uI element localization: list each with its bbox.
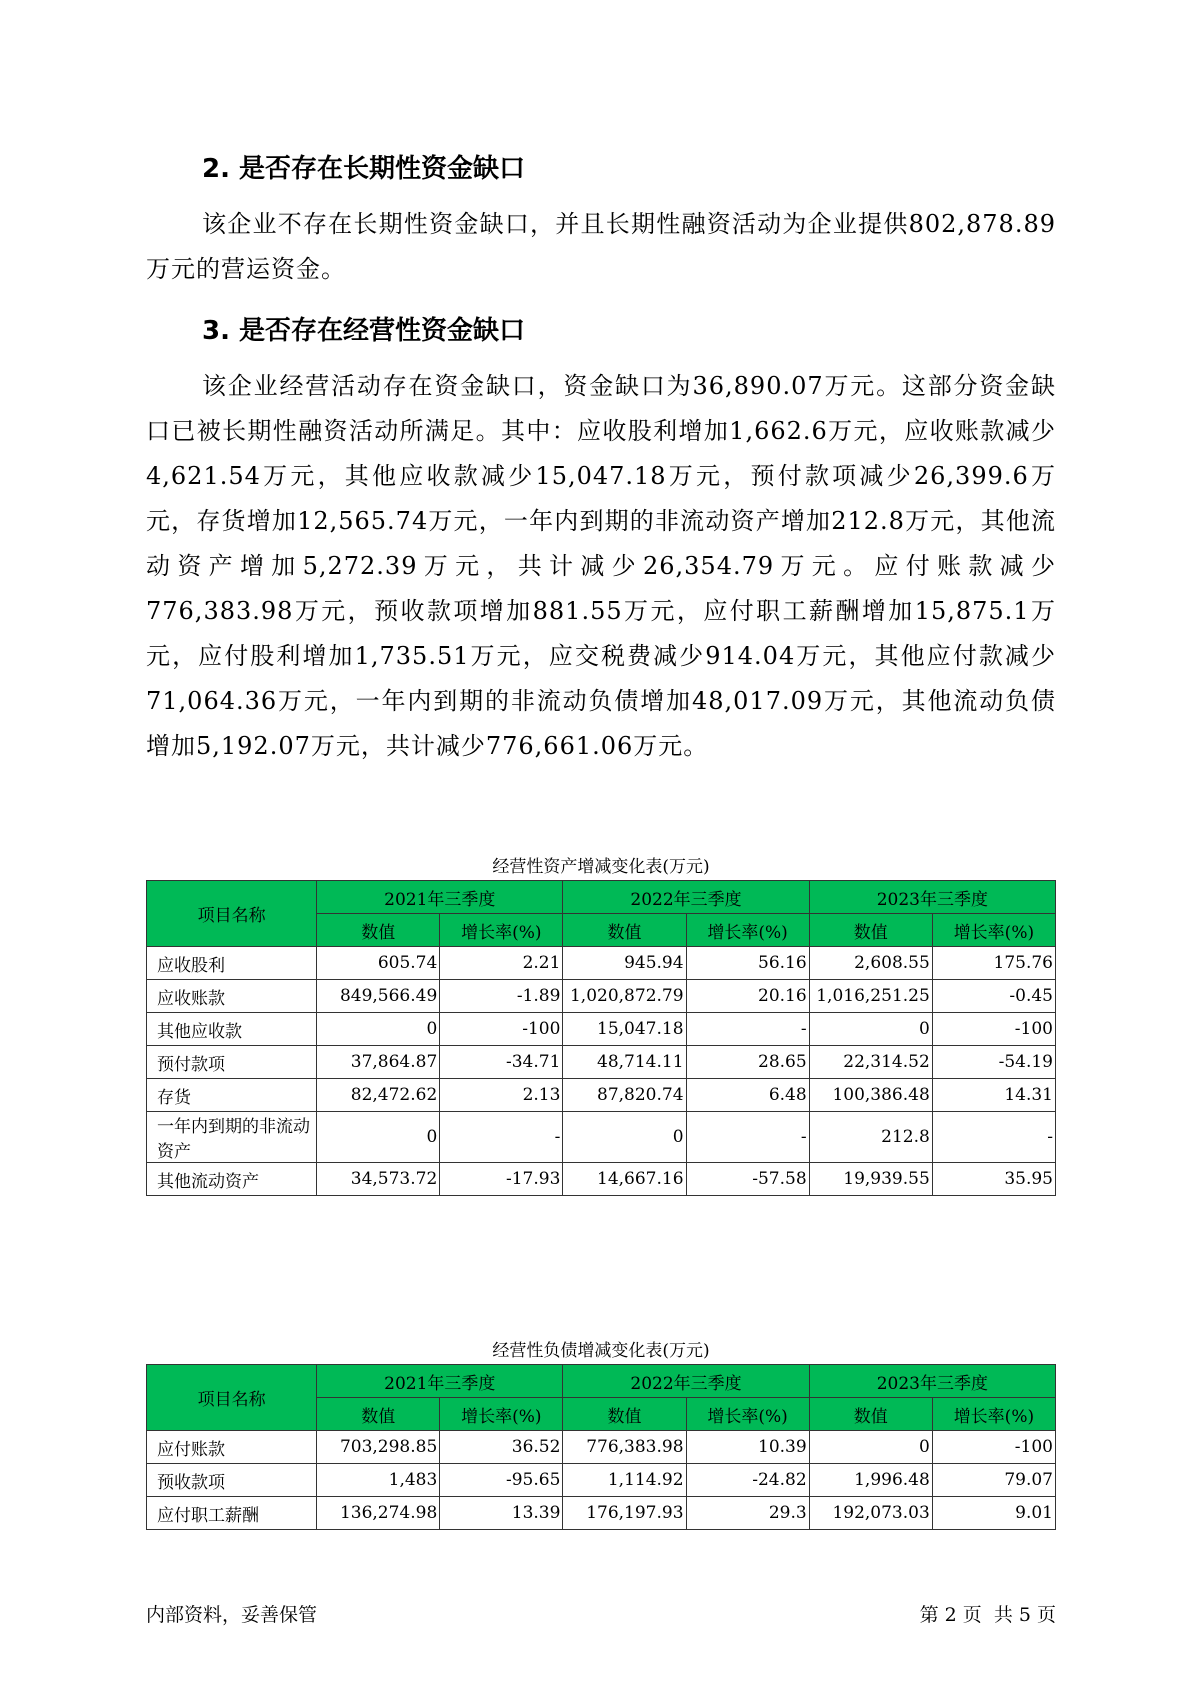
cell-value: -34.71: [440, 1046, 563, 1079]
cell-value: 6.48: [686, 1079, 809, 1112]
table-caption-liabilities: 经营性负债增减变化表(万元): [492, 1341, 710, 1361]
header-period: 2021年三季度: [317, 881, 563, 914]
cell-value: -100: [932, 1431, 1055, 1464]
header-growth: 增长率(%): [686, 914, 809, 947]
cell-value: -95.65: [440, 1464, 563, 1497]
table-row: [147, 1431, 1056, 1464]
cell-value: 1,016,251.25: [809, 980, 932, 1013]
cell-value: -: [932, 1112, 1055, 1163]
header-value: 数值: [563, 1398, 686, 1431]
row-label: 其他流动资产: [147, 1163, 317, 1196]
cell-value: 0: [809, 1431, 932, 1464]
cell-value: 0: [809, 1013, 932, 1046]
cell-value: 14.31: [932, 1079, 1055, 1112]
section-heading-2: 2. 是否存在长期性资金缺口: [202, 154, 526, 184]
cell-value: 48,714.11: [563, 1046, 686, 1079]
header-period: 2022年三季度: [563, 1365, 809, 1398]
header-growth: 增长率(%): [932, 914, 1055, 947]
header-period: 2022年三季度: [563, 881, 809, 914]
cell-value: -24.82: [686, 1464, 809, 1497]
cell-value: 37,864.87: [317, 1046, 440, 1079]
assets-table: [146, 880, 1056, 1196]
cell-value: -100: [932, 1013, 1055, 1046]
table-row: [147, 1046, 1056, 1079]
cell-value: 100,386.48: [809, 1079, 932, 1112]
cell-value: 192,073.03: [809, 1497, 932, 1530]
header-growth: 增长率(%): [686, 1398, 809, 1431]
section-heading-3: 3. 是否存在经营性资金缺口: [202, 316, 526, 346]
cell-value: -0.45: [932, 980, 1055, 1013]
cell-value: 82,472.62: [317, 1079, 440, 1112]
cell-value: 35.95: [932, 1163, 1055, 1196]
cell-value: 0: [563, 1112, 686, 1163]
header-period: 2023年三季度: [809, 1365, 1055, 1398]
liabilities-table: [146, 1364, 1056, 1530]
cell-value: 849,566.49: [317, 980, 440, 1013]
header-period: 2023年三季度: [809, 881, 1055, 914]
footer-confidential: 内部资料，妥善保管: [146, 1604, 318, 1626]
section-text-2: 该企业不存在长期性资金缺口，并且长期性融资活动为企业提供802,878.89万元的营运资金。: [146, 210, 1056, 283]
cell-value: -: [686, 1112, 809, 1163]
header-value: 数值: [317, 914, 440, 947]
header-period: 2021年三季度: [317, 1365, 563, 1398]
cell-value: 1,483: [317, 1464, 440, 1497]
cell-value: 1,996.48: [809, 1464, 932, 1497]
cell-value: 703,298.85: [317, 1431, 440, 1464]
cell-value: 36.52: [440, 1431, 563, 1464]
cell-value: 15,047.18: [563, 1013, 686, 1046]
cell-value: 605.74: [317, 947, 440, 980]
header-value: 数值: [563, 914, 686, 947]
cell-value: 28.65: [686, 1046, 809, 1079]
cell-value: 2,608.55: [809, 947, 932, 980]
cell-value: -100: [440, 1013, 563, 1046]
cell-value: 2.13: [440, 1079, 563, 1112]
table-row: [147, 947, 1056, 980]
header-item-name: 项目名称: [147, 1365, 317, 1431]
row-label: 预收款项: [147, 1464, 317, 1497]
header-value: 数值: [809, 914, 932, 947]
cell-value: 0: [317, 1013, 440, 1046]
cell-value: 175.76: [932, 947, 1055, 980]
row-label: 应收股利: [147, 947, 317, 980]
header-growth: 增长率(%): [932, 1398, 1055, 1431]
table-row: [147, 1112, 1056, 1163]
cell-value: 776,383.98: [563, 1431, 686, 1464]
section-text-3: 该企业经营活动存在资金缺口，资金缺口为36,890.07万元。这部分资金缺口已被长期性融资活动所满足。其中：应收股利增加1,662.6万元，应收账款减少4,621.54万元，其他应收款减少15,047.18万元，预付款项减少26,399.6万元，存货增加12,565.74万元，一年内到期的非流动资产增加212.8万元，其他流动资产增加5,272.39万元，共计减少26,354.79万元。应付账款减少776,383.98万元，预收款项增加881.55万元，应付职工薪酬增加15,875.1万元，应付股利增加1,735.51万元，应交税费减少914.04万元，其他应付款减少71,064.36万元，一年内到期的非流动负债增加48,017.09万元，其他流动负债增加5,192.07万元，共计减少776,661.06万元。: [146, 372, 1056, 760]
table-row: [147, 1013, 1056, 1046]
cell-value: 20.16: [686, 980, 809, 1013]
row-label: 其他应收款: [147, 1013, 317, 1046]
cell-value: 56.16: [686, 947, 809, 980]
table-row: [147, 1497, 1056, 1530]
row-label: 应付职工薪酬: [147, 1497, 317, 1530]
cell-value: 87,820.74: [563, 1079, 686, 1112]
header-value: 数值: [317, 1398, 440, 1431]
table-caption-assets: 经营性资产增减变化表(万元): [492, 857, 710, 877]
cell-value: -1.89: [440, 980, 563, 1013]
table-row: [147, 1079, 1056, 1112]
header-growth: 增长率(%): [440, 1398, 563, 1431]
cell-value: 945.94: [563, 947, 686, 980]
cell-value: 13.39: [440, 1497, 563, 1530]
header-growth: 增长率(%): [440, 914, 563, 947]
cell-value: -17.93: [440, 1163, 563, 1196]
cell-value: 176,197.93: [563, 1497, 686, 1530]
cell-value: 22,314.52: [809, 1046, 932, 1079]
table-row: [147, 980, 1056, 1013]
row-label: 一年内到期的非流动资产: [147, 1112, 317, 1163]
cell-value: -: [440, 1112, 563, 1163]
cell-value: 2.21: [440, 947, 563, 980]
cell-value: 0: [317, 1112, 440, 1163]
cell-value: 212.8: [809, 1112, 932, 1163]
cell-value: 136,274.98: [317, 1497, 440, 1530]
cell-value: 1,114.92: [563, 1464, 686, 1497]
cell-value: 9.01: [932, 1497, 1055, 1530]
cell-value: 79.07: [932, 1464, 1055, 1497]
row-label: 应收账款: [147, 980, 317, 1013]
table-row: [147, 1464, 1056, 1497]
cell-value: -57.58: [686, 1163, 809, 1196]
cell-value: -: [686, 1013, 809, 1046]
table-row: [147, 1163, 1056, 1196]
cell-value: 1,020,872.79: [563, 980, 686, 1013]
cell-value: 34,573.72: [317, 1163, 440, 1196]
footer-page-number: 第 2 页 共 5 页: [919, 1604, 1056, 1626]
header-value: 数值: [809, 1398, 932, 1431]
cell-value: 10.39: [686, 1431, 809, 1464]
cell-value: -54.19: [932, 1046, 1055, 1079]
row-label: 预付款项: [147, 1046, 317, 1079]
cell-value: 29.3: [686, 1497, 809, 1530]
cell-value: 14,667.16: [563, 1163, 686, 1196]
row-label: 应付账款: [147, 1431, 317, 1464]
row-label: 存货: [147, 1079, 317, 1112]
header-item-name: 项目名称: [147, 881, 317, 947]
cell-value: 19,939.55: [809, 1163, 932, 1196]
